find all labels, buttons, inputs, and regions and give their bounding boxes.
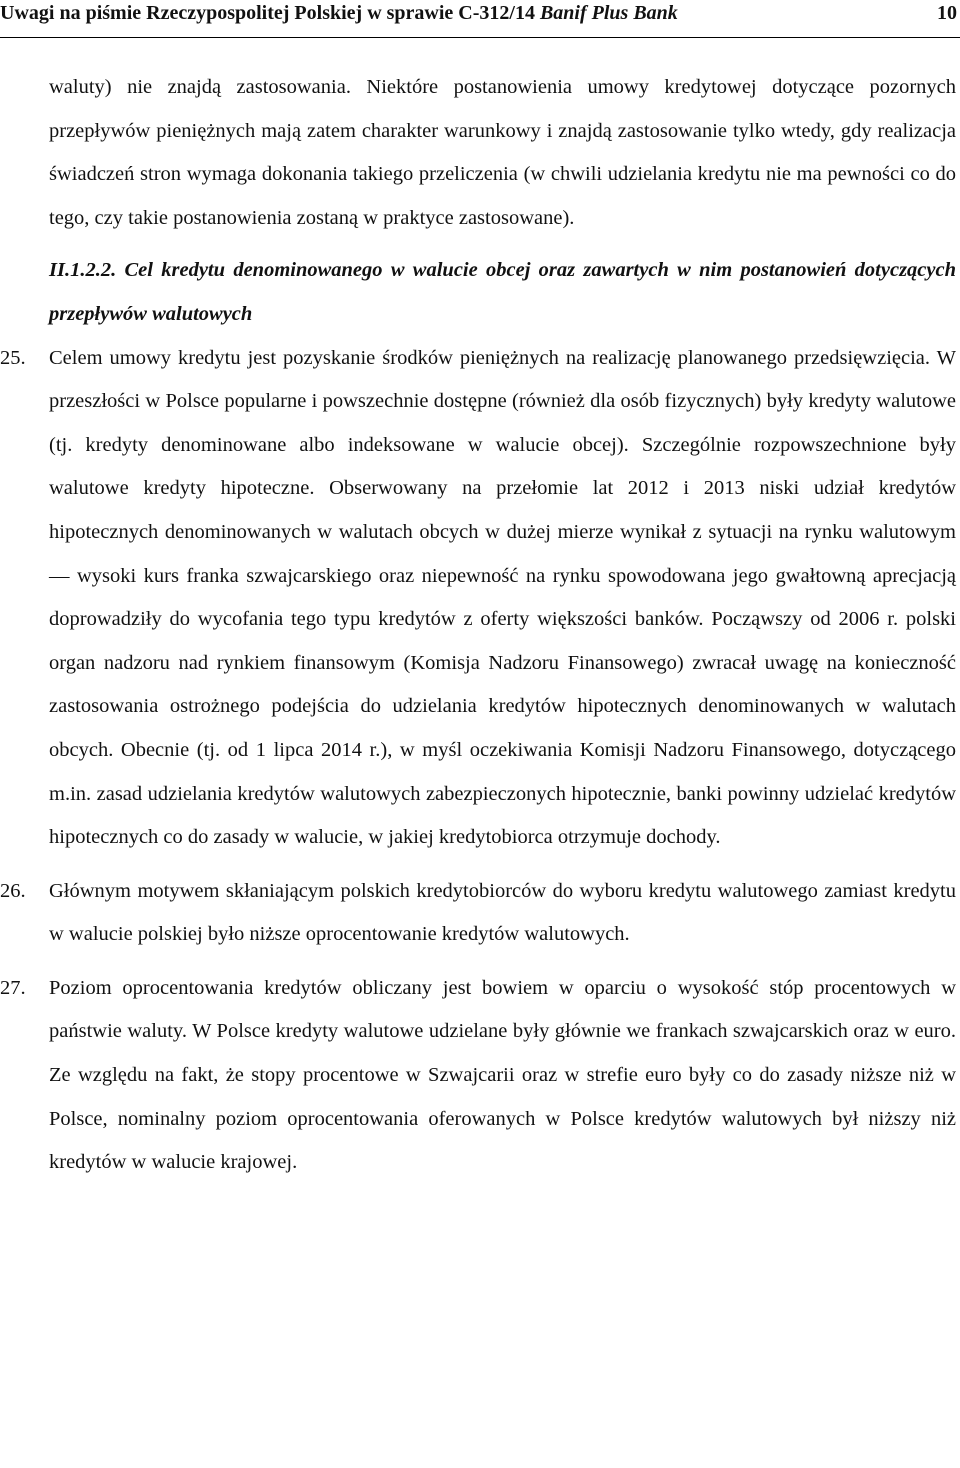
point-26 xyxy=(0,870,956,957)
page-number: 10 xyxy=(937,2,957,24)
intro-paragraph: waluty) nie znajdą zastosowania. Niektóre postanowienia umowy kredytowej dotyczące pozornych przepływów pieniężnych mają zatem charakter warunkowy i znajdą zastosowanie tylko wtedy, gdy realizacja świadczeń stron wymaga dokonania takiego przeliczenia (w chwili udzielania kredytu nie ma pewności co do tego, czy takie postanowienia zostaną w praktyce zastosowane). xyxy=(49,76,956,229)
document-body xyxy=(0,66,956,1185)
point-number: 27. xyxy=(0,976,26,999)
document-title-case-name: Banif Plus Bank xyxy=(539,2,678,24)
paragraph-gap xyxy=(49,860,956,870)
document-title xyxy=(0,2,678,25)
point-text: Poziom oprocentowania kredytów obliczany jest bowiem w oparciu o wysokość stóp procentowych w państwie waluty. W Polsce kredyty walutowe udzielane były głównie we frankach szwajcarskich oraz w euro. Ze względu na fakt, że stopy procentowe w Szwajcarii oraz w strefie euro były co do zasady niższe niż w Polsce, nominalny poziom oprocentowania oferowanych w Polsce kredytów walutowych był niższy niż kredytów w walucie krajowej. xyxy=(49,976,956,1174)
section-heading: II.1.2.2. Cel kredytu denominowanego w walucie obcej oraz zawartych w nim postanowień dotyczących przepływów walutowych xyxy=(49,259,956,325)
point-text: Celem umowy kredytu jest pozyskanie środków pieniężnych na realizację planowanego przedsięwzięcia. W przeszłości w Polsce popularne i powszechnie dostępne (również dla osób fizycznych) były kredyty walutowe (tj. kredyty denominowane albo indeksowane w walucie obcej). Szczególnie rozpowszechnione były walutowe kredyty hipoteczne. Obserwowany na przełomie lat 2012 i 2013 niski udział kredytów hipotecznych denominowanych w walutach obcych w dużej mierze wynikał z sytuacji na rynku walutowym — wysoki kurs franka szwajcarskiego oraz niepewność na rynku spowodowana jego gwałtowną aprecjacją doprowadziły do wycofania tego typu kredytów z oferty większości banków. Począwszy od 2006 r. polski organ nadzoru nad rynkiem finansowym (Komisja Nadzoru Finansowego) zwracał uwagę na konieczność zastosowania ostrożnego podejścia do udzielania kredytów hipotecznych denominowanych w walutach obcych. Obecnie (tj. od 1 lipca 2014 r.), w myśl oczekiwania Komisji Nadzoru Finansowego, dotyczącego m.in. zasad udzielania kredytów walutowych zabezpieczonych hipotecznie, banki powinny udzielać kredytów hipotecznych co do zasady w walucie, w jakiej kredytobiorca otrzymuje dochody. xyxy=(49,346,956,849)
point-25 xyxy=(0,337,956,860)
paragraph-gap xyxy=(49,957,956,967)
document-title-text: Uwagi na piśmie Rzeczypospolitej Polskiej w sprawie C-312/14 xyxy=(0,2,540,24)
page-header xyxy=(0,0,960,38)
point-number: 25. xyxy=(0,346,26,369)
point-27 xyxy=(0,967,956,1185)
point-text: Głównym motywem skłaniającym polskich kredytobiorców do wyboru kredytu walutowego zamiast kredytu w walucie polskiej było niższe oprocentowanie kredytów walutowych. xyxy=(49,879,956,946)
point-number: 26. xyxy=(0,879,26,902)
